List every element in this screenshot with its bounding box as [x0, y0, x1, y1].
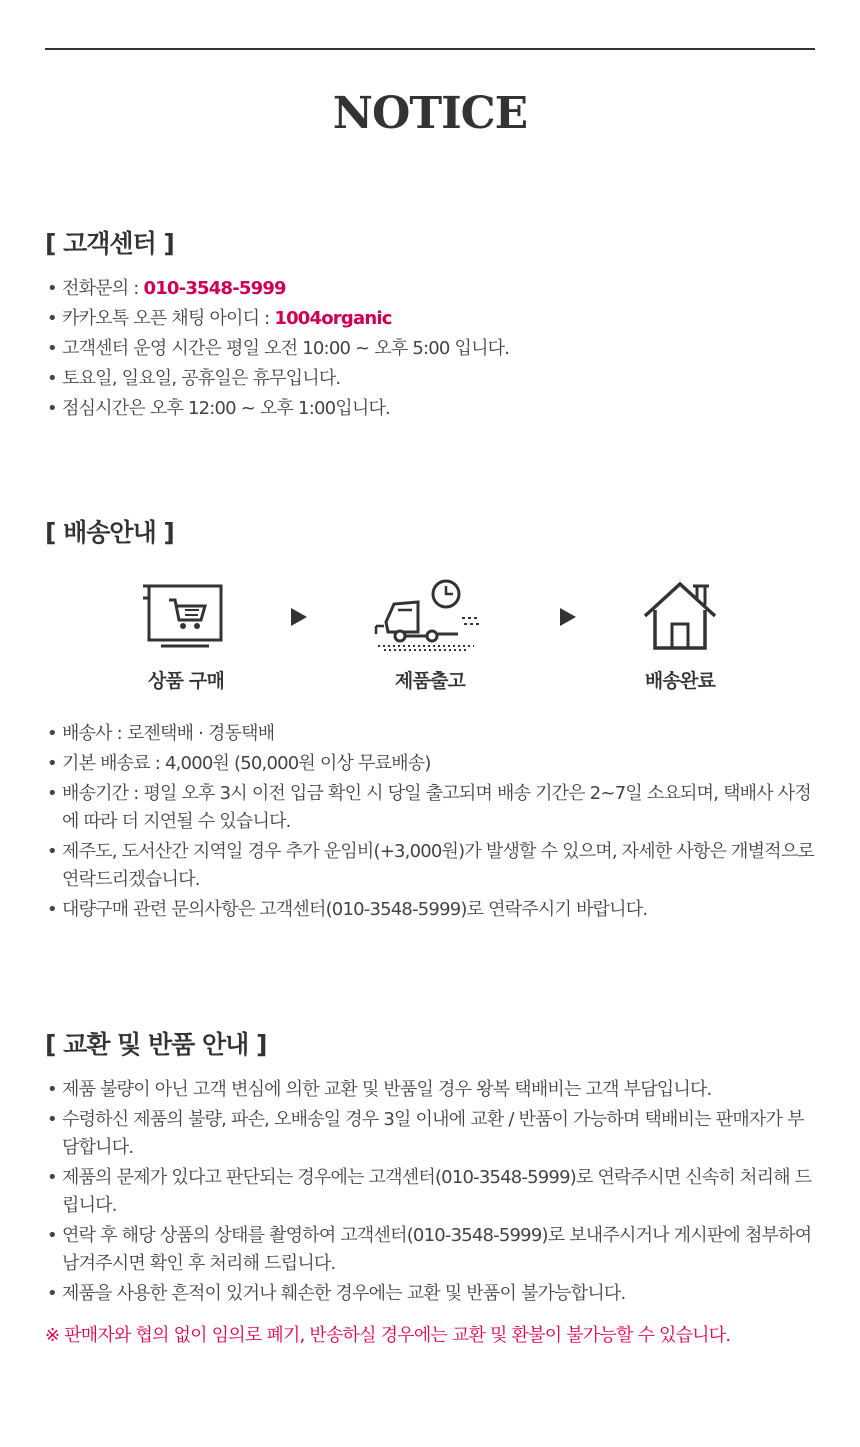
arrow-right-icon	[291, 608, 307, 626]
list-item: • 점심시간은 오후 12:00 ~ 오후 1:00입니다.	[47, 395, 817, 423]
list-item: • 연락 후 해당 상품의 상태를 촬영하여 고객센터(010-3548-5999)로 보내주시거나 게시판에 첨부하여 남겨주시면 확인 후 처리해 드립니다.	[47, 1222, 817, 1278]
delivery-truck-clock-icon	[370, 578, 490, 652]
list-item: • 제품을 사용한 흔적이 있거나 훼손한 경우에는 교환 및 반품이 불가능합니다.	[47, 1280, 817, 1308]
exchange-list	[47, 1076, 817, 1310]
list-item: • 배송기간 : 평일 오후 3시 이전 입금 확인 시 당일 출고되며 배송 기간은 2~7일 소요되며, 택배사 사정에 따라 더 지연될 수 있습니다.	[47, 780, 817, 836]
phone-label: 전화문의 :	[62, 278, 144, 299]
kakao-label: 카카오톡 오픈 채팅 아이디 :	[62, 308, 275, 329]
page-title: NOTICE	[332, 88, 528, 139]
list-item: • 배송사 : 로젠택배 · 경동택배	[47, 720, 817, 748]
list-item	[47, 305, 817, 333]
list-item: • 토요일, 일요일, 공휴일은 휴무입니다.	[47, 365, 817, 393]
shipping-title: [ 배송안내 ]	[45, 518, 174, 547]
house-icon	[635, 578, 725, 652]
kakao-id[interactable]: 1004organic	[274, 308, 392, 329]
exchange-title: [ 교환 및 반품 안내 ]	[45, 1030, 267, 1059]
list-item: • 기본 배송료 : 4,000원 (50,000원 이상 무료배송)	[47, 750, 817, 778]
customer-center-list	[47, 275, 817, 425]
list-item: • 대량구매 관련 문의사항은 고객센터(010-3548-5999)로 연락주시기 바랍니다.	[47, 896, 817, 924]
step-label: 배송완료	[644, 670, 716, 692]
list-item: • 제품의 문제가 있다고 판단되는 경우에는 고객센터(010-3548-5999)로 연락주시면 신속히 처리해 드립니다.	[47, 1164, 817, 1220]
step-purchase	[96, 578, 276, 693]
arrow-right-icon	[560, 608, 576, 626]
step-label: 제품출고	[394, 670, 466, 692]
list-item: • 고객센터 운영 시간은 평일 오전 10:00 ~ 오후 5:00 입니다.	[47, 335, 817, 363]
list-item: • 제주도, 도서산간 지역일 경우 추가 운임비(+3,000원)가 발생할 수 있으며, 자세한 사항은 개별적으로 연락드리겠습니다.	[47, 838, 817, 894]
list-item: • 수령하신 제품의 불량, 파손, 오배송일 경우 3일 이내에 교환 / 반품이 가능하며 택배비는 판매자가 부담합니다.	[47, 1106, 817, 1162]
shipping-list	[47, 720, 817, 926]
step-release	[340, 578, 520, 693]
phone-number[interactable]: 010-3548-5999	[143, 278, 286, 299]
list-item: • 제품 불량이 아닌 고객 변심에 의한 교환 및 반품일 경우 왕복 택배비는 고객 부담입니다.	[47, 1076, 817, 1104]
step-delivered	[590, 578, 770, 693]
top-divider	[45, 48, 815, 50]
warning-notice: ※ 판매자와 협의 없이 임의로 폐기, 반송하실 경우에는 교환 및 환불이 불가능할 수 있습니다.	[45, 1325, 731, 1346]
step-label: 상품 구매	[147, 670, 225, 692]
customer-center-title: [ 고객센터 ]	[45, 229, 174, 258]
shopping-cart-monitor-icon	[141, 578, 231, 652]
list-item	[47, 275, 817, 303]
